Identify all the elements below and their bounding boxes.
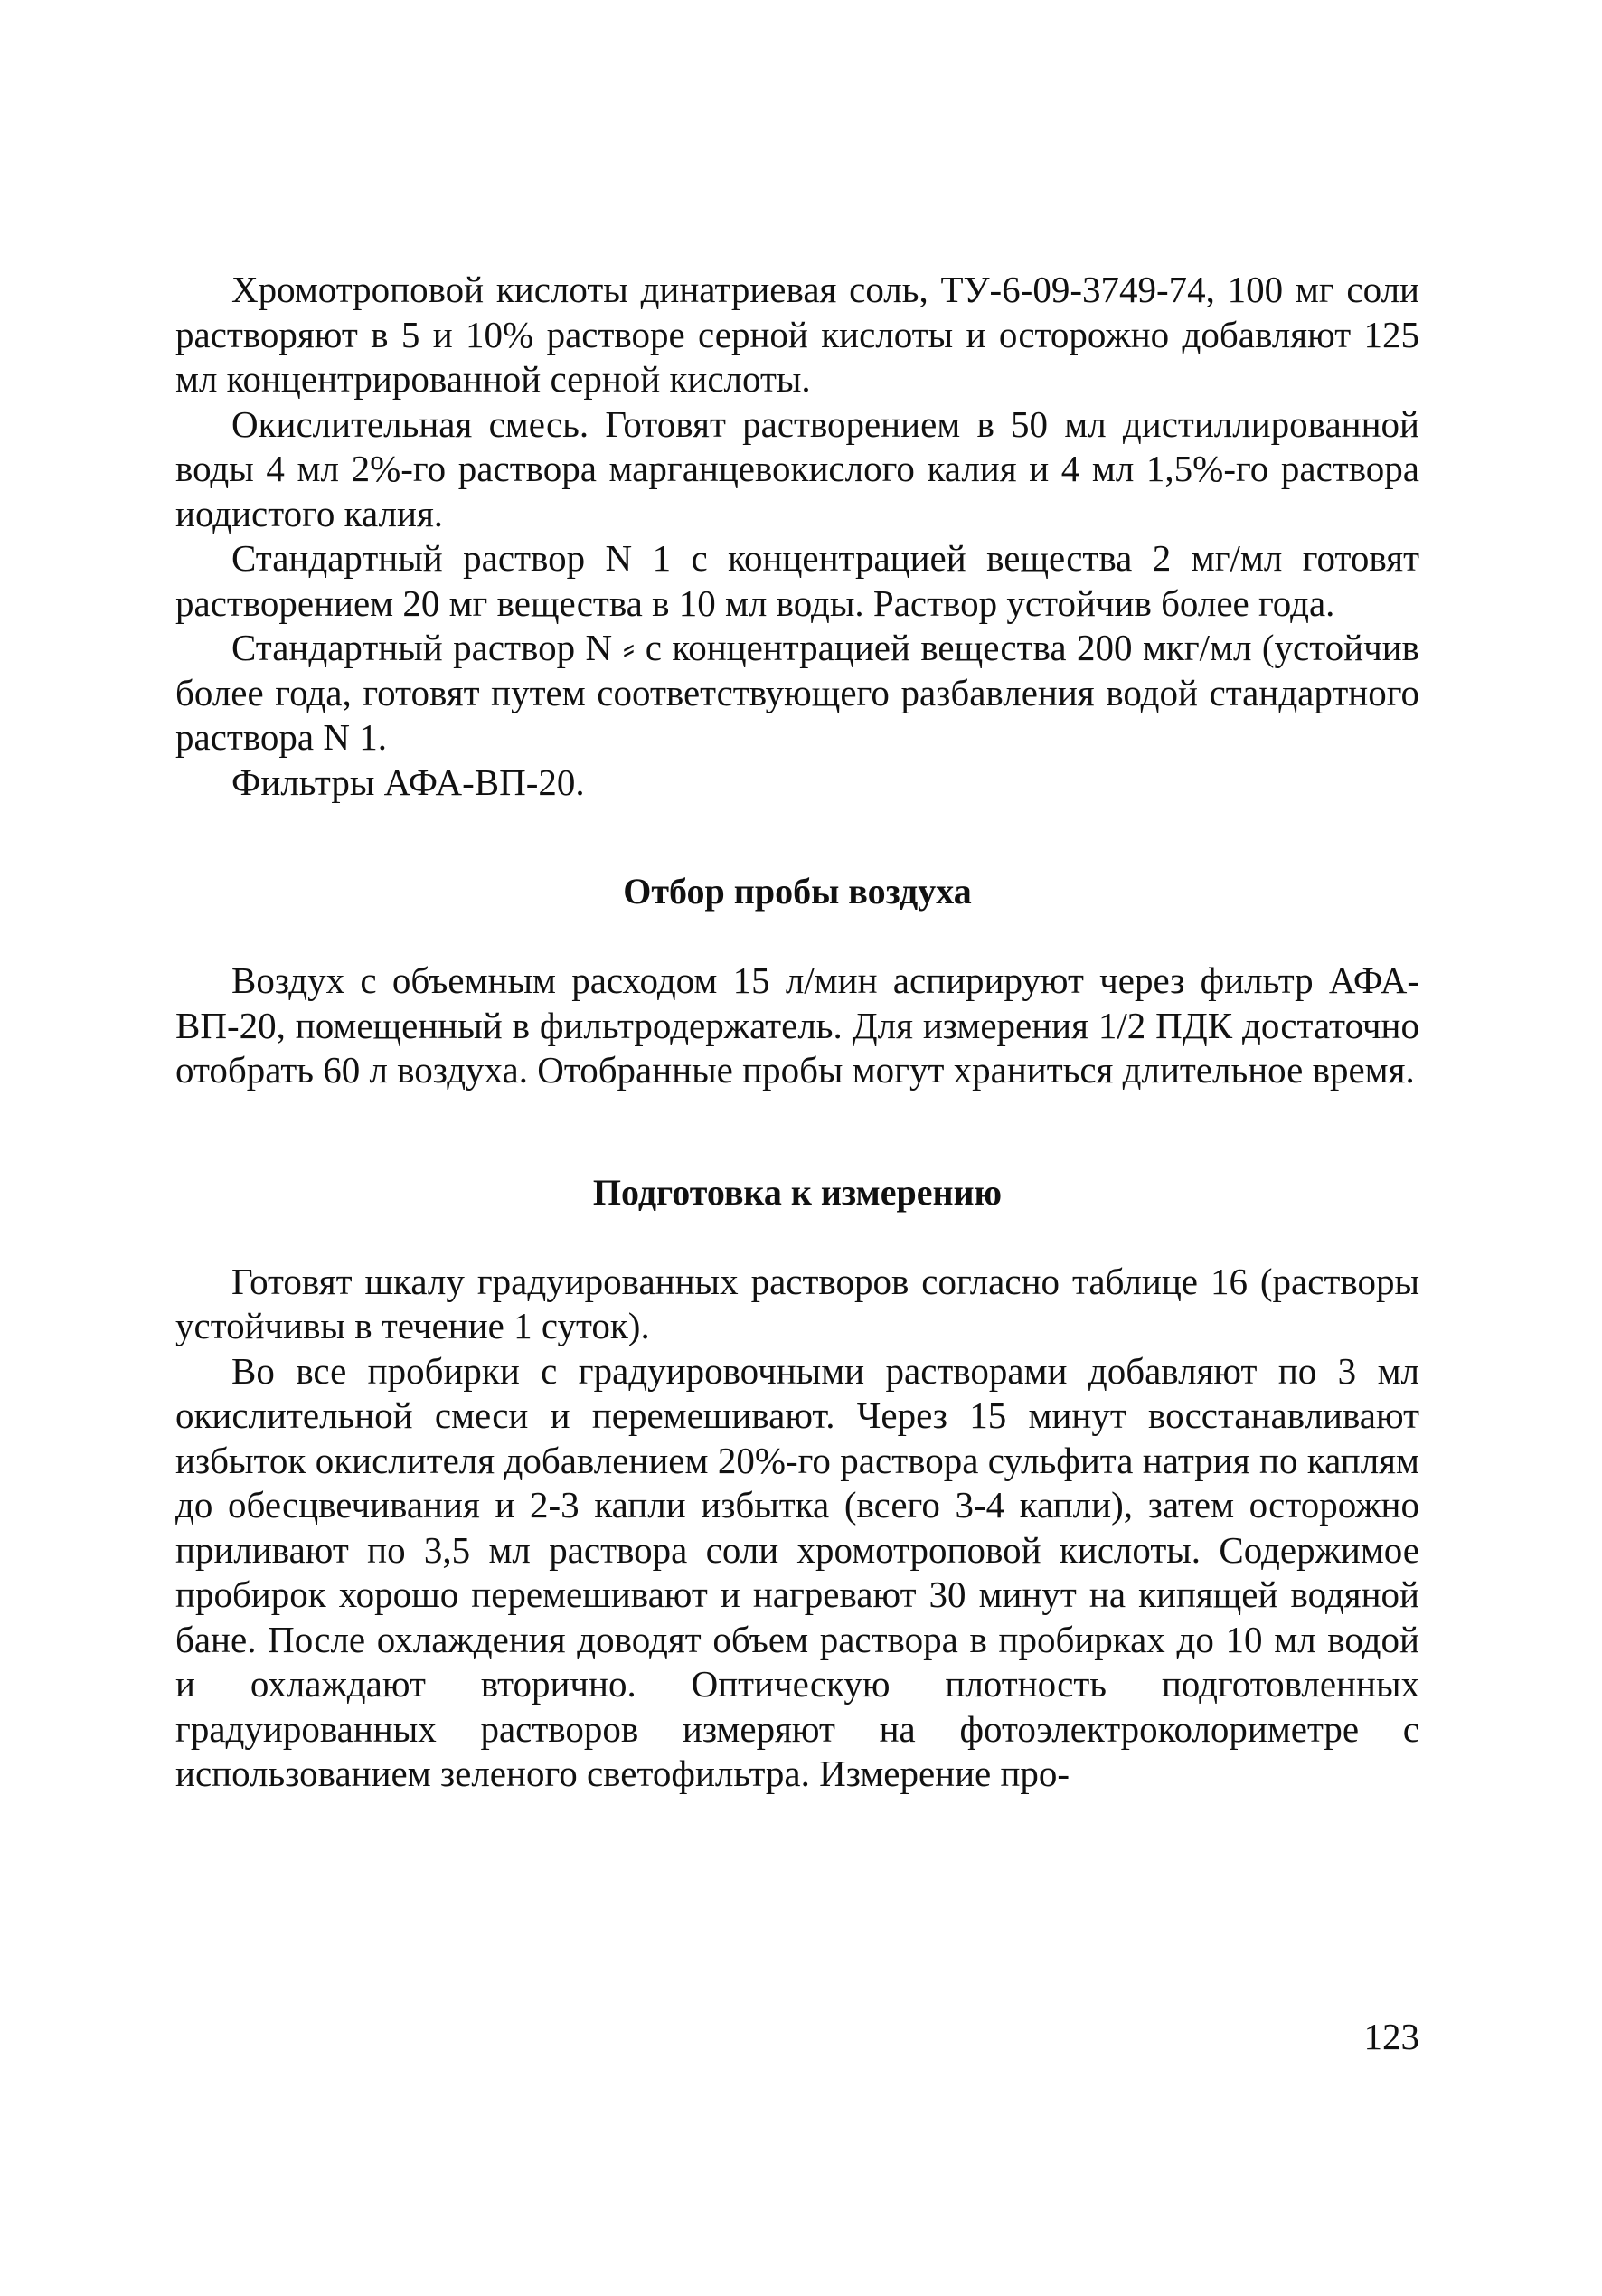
heading-measurement-preparation: Подготовка к измерению (592, 1171, 1003, 1213)
paragraph-standard-solution-1: Стандартный раствор N 1 с концентрацией вещества 2 мг/мл готовят растворением 20 мг вещества в 10 мл воды. Раствор устойчив более года. (175, 537, 1419, 624)
heading-air-sampling: Отбор пробы воздуха (623, 871, 972, 912)
paragraph-procedure: Во все пробирки с градуировочными растворами добавляют по 3 мл окислительной смеси и перемешивают. Через 15 минут восстанавливают избыток окислителя добавлением 20%-го раствора сульфита натрия по каплям до обесцвечивания и 2-3 капли избытка (всего 3-4 капли), затем осторожно приливают по 3,5 мл раствора соли хромотроповой кислоты. Содержимое пробирок хорошо перемешивают и нагревают 30 минут на кипящей водяной бане. После охлаждения доводят объем раствора в пробирках до 10 мл водой и охлаждают вторично. Оптическую плотность подготовленных градуированных растворов измеряют на фотоэлектроколориметре с использованием зеленого светофильтра. Измерение про- (175, 1349, 1419, 1794)
paragraph-standard-solution-2: Стандартный раствор N ⸗ с концентрацией вещества 200 мкг/мл (устойчив более года, готовят путем соответствующего разбавления водой стандартного раствора N 1. (175, 627, 1419, 758)
document-page (175, 268, 1419, 1797)
paragraph-chromotropic-acid-salt: Хромотроповой кислоты динатриевая соль, ТУ-6-09-3749-74, 100 мг соли растворяют в 5 и 10% растворе серной кислоты и осторожно добавляют 125 мл концентрированной серной кислоты. (175, 269, 1419, 400)
paragraph-air-sampling: Воздух с объемным расходом 15 л/мин аспирируют через фильтр АФА-ВП-20, помещенный в фильтродержатель. Для измерения 1/2 ПДК достаточно отобрать 60 л воздуха. Отобранные пробы могут храниться длительное время. (175, 959, 1419, 1091)
paragraph-calibration-scale: Готовят шкалу градуированных растворов согласно таблице 16 (растворы устойчивы в течение 1 суток). (175, 1260, 1419, 1346)
page-number: 123 (1363, 2016, 1419, 2057)
paragraph-oxidizing-mixture: Окислительная смесь. Готовят растворением в 50 мл дистиллированной воды 4 мл 2%-го раствора марганцевокислого калия и 4 мл 1,5%-го раствора иодистого калия. (175, 402, 1419, 534)
paragraph-filters: Фильтры АФА-ВП-20. (231, 761, 585, 803)
